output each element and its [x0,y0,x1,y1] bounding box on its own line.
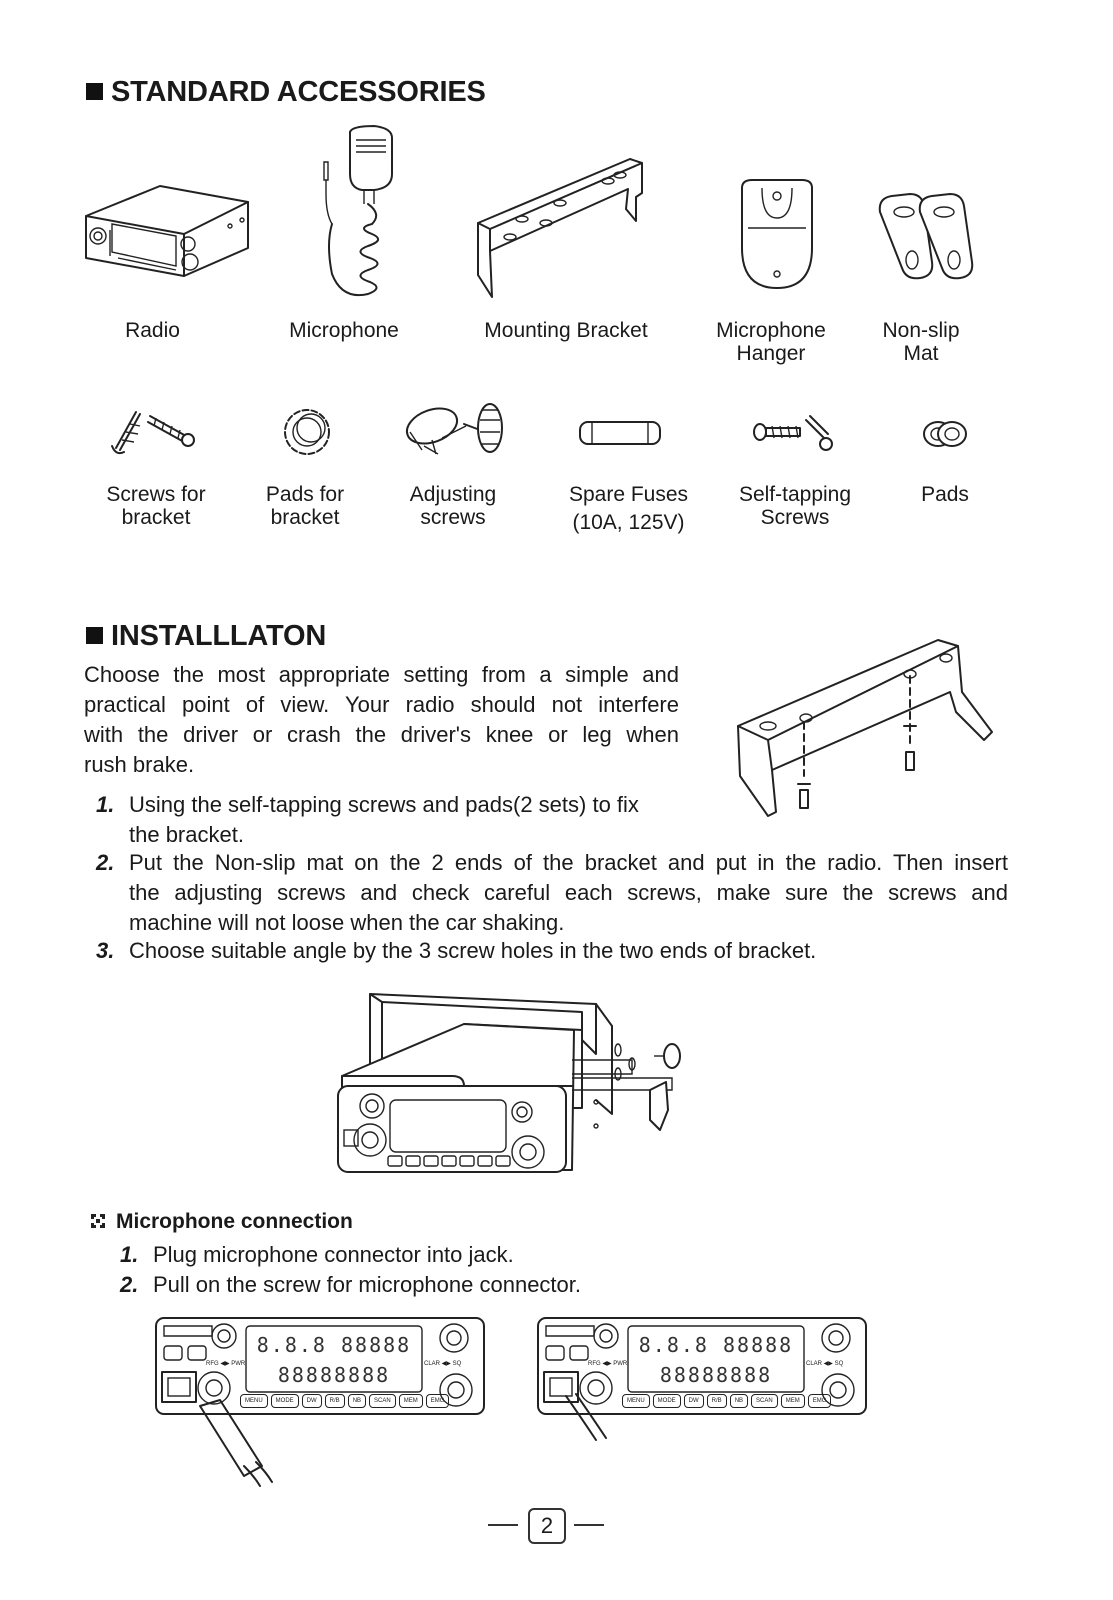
section-title-accessories: STANDARD ACCESSORIES [86,76,486,109]
microphone-step-1: 1. Plug microphone connector into jack. [120,1242,514,1267]
section-title-installation: INSTALLLATON [86,620,326,653]
section-title-microphone: Microphone connection [90,1210,353,1234]
clar-sq-label: CLAR ◀▶ SQ [806,1361,844,1367]
clar-sq-label: CLAR ◀▶ SQ [424,1361,462,1367]
lcd-display: 8.8.8 88888 88888888 [638,1333,794,1387]
panel-button-rb[interactable]: R/B [325,1394,345,1408]
front-panel-plugged [536,1316,870,1416]
panel-button-nb[interactable]: NB [348,1394,366,1408]
panel-button-mode[interactable]: MODE [653,1394,681,1408]
rfg-pwr-label: RFG ◀▶ PWR [588,1361,628,1367]
adjusting-screws-image [402,398,512,468]
panel-button-row [622,1394,831,1408]
panel-button-rb[interactable]: R/B [707,1394,727,1408]
bracket-installation-image [732,636,1012,826]
pads-image [916,414,976,454]
label-microphone-hanger: Microphone Hanger [716,319,826,365]
microphone-hanger-image [732,178,832,298]
mounting-bracket-image [470,155,670,305]
radio-in-bracket-image [332,990,702,1190]
square-bullet-icon [86,83,103,100]
installation-step-2: 2. Put the Non-slip mat on the 2 ends of the bracket and put in the radio. Then insert the adjusting screws and check careful each screws, make sure the screws and machine will not loose when the car shaking. [96,850,1008,935]
panel-button-menu[interactable]: MENU [240,1394,268,1408]
label-pads: Pads [921,483,969,506]
microphone-image [312,124,412,314]
page-number: 2 [528,1508,566,1544]
bracket-screws-image [106,402,196,462]
self-tapping-screws-image [750,410,840,460]
panel-button-scan[interactable]: SCAN [369,1394,396,1408]
page-number-rule-right [574,1524,604,1526]
radio-image [80,178,260,278]
installation-step-1: 1. Using the self-tapping screws and pads(2 sets) to fix the bracket. [96,792,639,847]
panel-button-mem[interactable]: MEM [399,1394,423,1408]
non-slip-mat-image [874,190,984,290]
label-microphone: Microphone [289,319,399,342]
microphone-step-2: 2. Pull on the screw for microphone connector. [120,1272,582,1297]
panel-button-row [240,1394,449,1408]
panel-button-menu[interactable]: MENU [622,1394,650,1408]
panel-button-dw[interactable]: DW [302,1394,322,1408]
label-screws-for-bracket: Screws for bracket [106,483,206,529]
cross-bullet-icon [90,1213,106,1229]
square-bullet-icon [86,627,103,644]
label-pads-for-bracket: Pads for bracket [265,483,345,529]
panel-button-emg[interactable]: EMG [426,1394,450,1408]
label-non-slip-mat: Non-slip Mat [882,319,960,365]
front-panel-plugging [154,1316,488,1416]
spare-fuse-image [576,418,666,448]
installation-step-3: 3. Choose suitable angle by the 3 screw holes in the two ends of bracket. [96,938,817,963]
panel-button-mem[interactable]: MEM [781,1394,805,1408]
label-spare-fuses: Spare Fuses (10A, 125V) [568,483,689,534]
panel-button-nb[interactable]: NB [730,1394,748,1408]
label-adjusting-screws: Adjusting screws [409,483,497,529]
rfg-pwr-label: RFG ◀▶ PWR [206,1361,246,1367]
page-number-rule-left [488,1524,518,1526]
label-radio: Radio [125,319,180,342]
label-mounting-bracket: Mounting Bracket [484,319,648,342]
panel-button-dw[interactable]: DW [684,1394,704,1408]
panel-button-emg[interactable]: EMG [808,1394,832,1408]
installation-intro: Choose the most appropriate setting from a simple and practical point of view. Your radio should not interfere with the driver or crash the driver's knee or leg when rush brake. [84,662,679,777]
label-self-tapping-screws: Self-tapping Screws [738,483,852,529]
lcd-display: 8.8.8 88888 88888888 [256,1333,412,1387]
panel-button-scan[interactable]: SCAN [751,1394,778,1408]
panel-button-mode[interactable]: MODE [271,1394,299,1408]
bracket-pads-image [277,402,337,462]
